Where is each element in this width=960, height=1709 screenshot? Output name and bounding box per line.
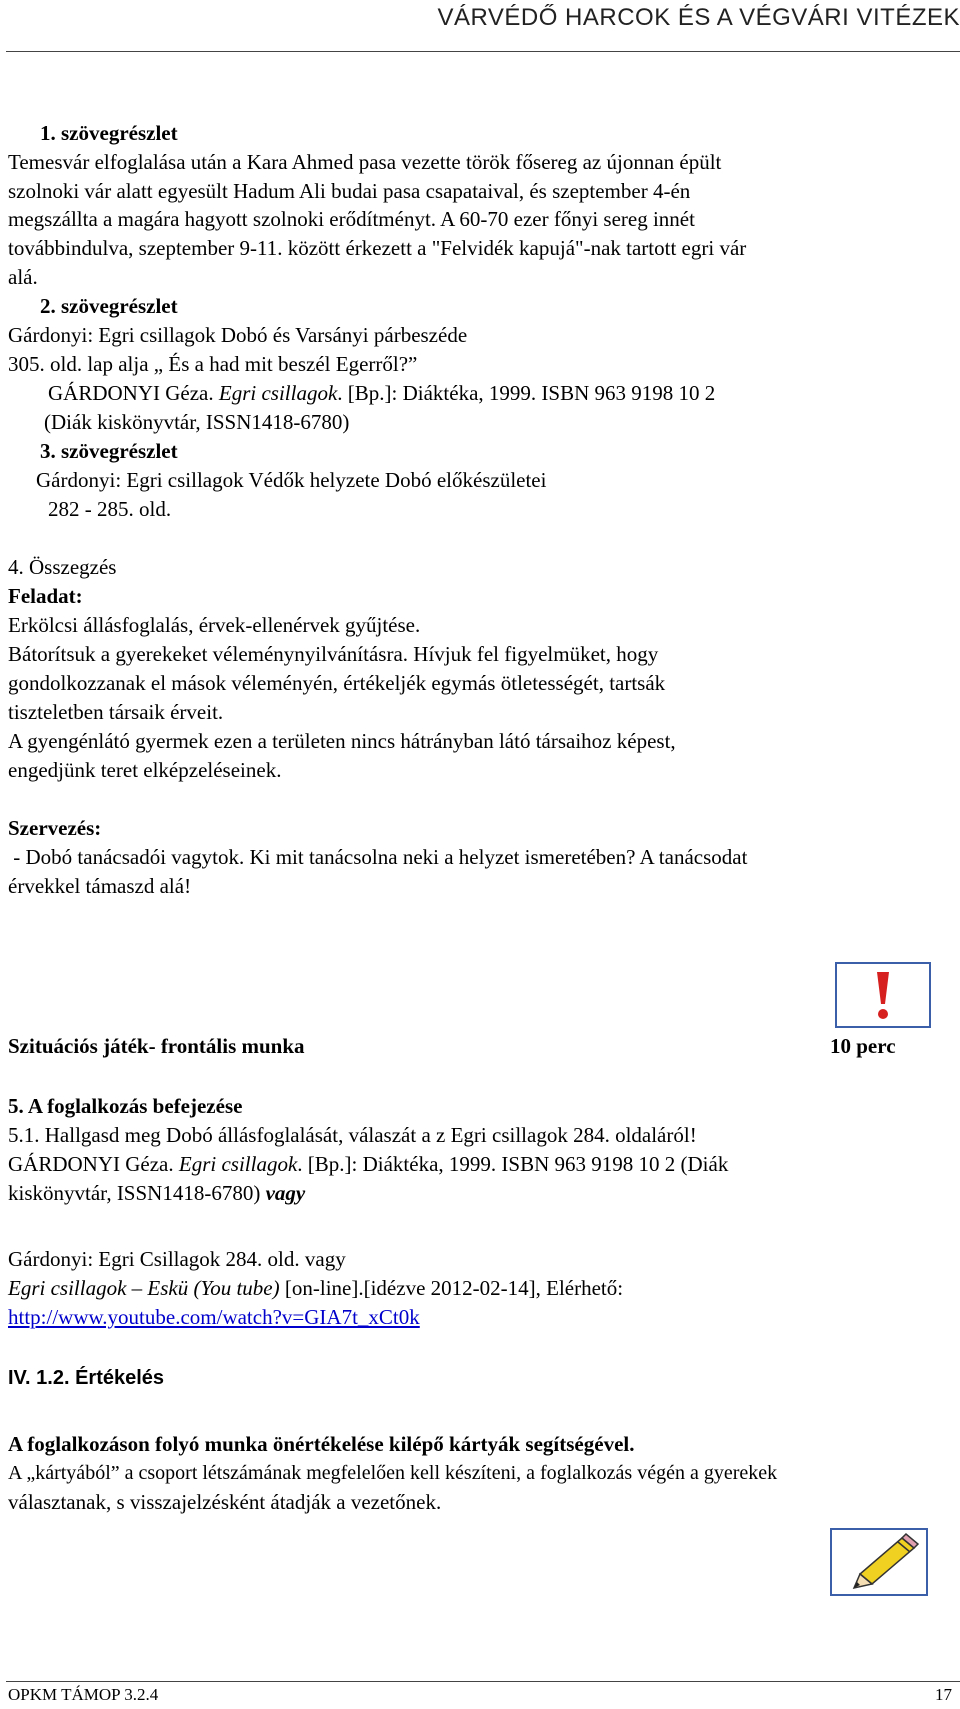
section-4-line: tiszteletben társaik érveit. xyxy=(8,700,224,724)
section-3-line: 282 - 285. old. xyxy=(48,497,172,521)
feladat-label: Feladat: xyxy=(8,584,83,608)
pencil-box xyxy=(830,1528,928,1596)
szervezes-line: - Dobó tanácsadói vagytok. Ki mit tanácsolna neki a helyzet ismeretében? A tanácsodat xyxy=(8,845,748,869)
szervezes-line: érvekkel támaszd alá! xyxy=(8,874,192,898)
section-4-line: Erkölcsi állásfoglalás, érvek-ellenérvek gyűjtése. xyxy=(8,613,421,637)
section-5-reference xyxy=(8,1149,728,1179)
section-2-heading: 2. szövegrészlet xyxy=(40,294,178,318)
szervezes-label: Szervezés: xyxy=(8,816,102,840)
section-1-line: alá. xyxy=(8,265,38,289)
section-6-heading: IV. 1.2. Értékelés xyxy=(8,1367,165,1389)
header-rule xyxy=(6,51,960,52)
section-5-line: 5.1. Hallgasd meg Dobó állásfoglalását, válaszát a z Egri csillagok 284. oldaláról! xyxy=(8,1123,697,1147)
youtube-meta: [on-line].[idézve 2012-02-14], Elérhető: xyxy=(279,1276,624,1300)
section-3-heading: 3. szövegrészlet xyxy=(40,439,178,463)
ref-or: vagy xyxy=(265,1181,306,1205)
ref-publisher: . [Bp.]: Diáktéka, 1999. ISBN 963 9198 10 2 (Diák xyxy=(297,1152,729,1176)
section-1-line: továbbindulva, szeptember 9-11. között érkezett a "Felvidék kapujá"-nak tartott egri vár xyxy=(8,236,747,260)
section-2-line: 305. old. lap alja „ És a had mit beszél Egerről?” xyxy=(8,352,418,376)
section-4-line: gondolkozzanak el mások véleményén, értékeljék egymás ötletességét, tartsák xyxy=(8,671,666,695)
game-title: Szituációs játék- frontális munka xyxy=(8,1034,305,1058)
evaluation-line: választanak, s visszajelzésként átadják a vezetőnek. xyxy=(8,1490,442,1514)
ref-title: Egri csillagok xyxy=(178,1152,298,1176)
section-4-line: Bátorítsuk a gyerekeket véleménynyilvánításra. Hívjuk fel figyelmüket, hogy xyxy=(8,642,659,666)
section-5-series xyxy=(8,1178,305,1208)
section-4-line: A gyengénlátó gyermek ezen a területen nincs hátrányban látó társaihoz képest, xyxy=(8,729,676,753)
running-header: VÁRVÉDŐ HARCOK ÉS A VÉGVÁRI VITÉZEK xyxy=(437,4,960,31)
ref-author: GÁRDONYI Géza. xyxy=(8,1152,179,1176)
ref-series: kiskönyvtár, ISSN1418-6780) xyxy=(8,1181,266,1205)
youtube-title: Egri csillagok – Eskü (You tube) xyxy=(8,1276,280,1300)
section-1-line: Temesvár elfoglalása után a Kara Ahmed pasa vezette török fősereg az újonnan épült xyxy=(8,150,722,174)
youtube-reference xyxy=(8,1273,623,1303)
exclamation-icon xyxy=(837,964,929,1026)
footer-left: OPKM TÁMOP 3.2.4 xyxy=(8,1685,159,1704)
section-2-line: Gárdonyi: Egri csillagok Dobó és Varsányi párbeszéde xyxy=(8,323,468,347)
game-duration: 10 perc xyxy=(830,1034,896,1058)
section-2-series: (Diák kiskönyvtár, ISSN1418-6780) xyxy=(44,410,350,434)
pencil-icon xyxy=(832,1530,926,1594)
evaluation-bold-line: A foglalkozáson folyó munka önértékelése kilépő kártyák segítségével. xyxy=(8,1432,635,1456)
page-number: 17 xyxy=(935,1685,952,1704)
evaluation-line: A „kártyából” a csoport létszámának megfelelően kell készíteni, a foglalkozás végén a gyerekek xyxy=(8,1462,778,1484)
section-1-line: szolnoki vár alatt egyesült Hadum Ali budai pasa csapataival, és szeptember 4-én xyxy=(8,179,691,203)
section-3-line: Gárdonyi: Egri csillagok Védők helyzete Dobó előkészületei xyxy=(36,468,547,492)
section-5-heading: 5. A foglalkozás befejezése xyxy=(8,1094,243,1118)
section-2-reference xyxy=(48,378,715,408)
section-4-line: engedjünk teret elképzeléseinek. xyxy=(8,758,282,782)
exclamation-box xyxy=(835,962,931,1028)
footer-rule xyxy=(6,1681,960,1682)
ref-author: GÁRDONYI Géza. xyxy=(48,381,219,405)
ref-title: Egri csillagok xyxy=(218,381,338,405)
section-4-heading: 4. Összegzés xyxy=(8,555,117,579)
section-5-line: Gárdonyi: Egri Csillagok 284. old. vagy xyxy=(8,1247,346,1271)
youtube-link[interactable]: http://www.youtube.com/watch?v=GIA7t_xCt0k xyxy=(8,1305,420,1329)
section-1-line: megszállta a magára hagyott szolnoki erődítményt. A 60-70 ezer főnyi sereg innét xyxy=(8,207,695,231)
section-1-heading: 1. szövegrészlet xyxy=(40,121,178,145)
youtube-link-line xyxy=(8,1302,420,1332)
ref-publisher: . [Bp.]: Diáktéka, 1999. ISBN 963 9198 10 2 xyxy=(337,381,716,405)
